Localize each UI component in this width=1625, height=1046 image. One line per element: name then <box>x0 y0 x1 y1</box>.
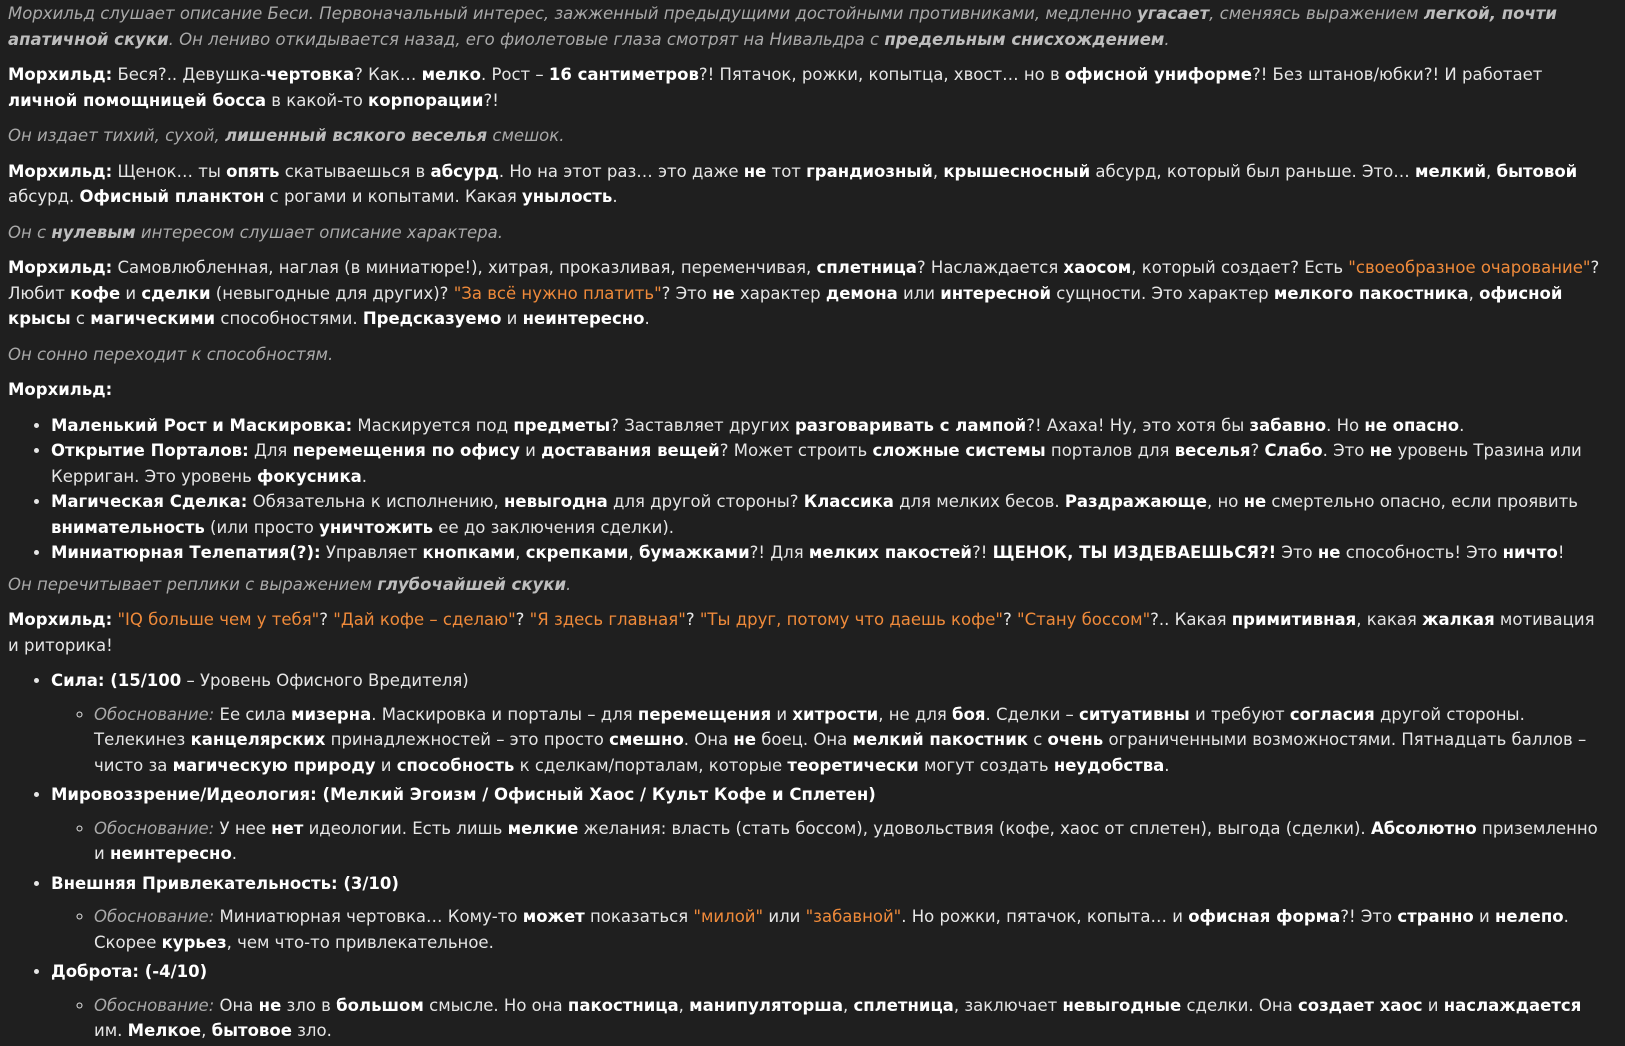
text-run: ? <box>515 610 530 629</box>
bold-text: Морхильд: <box>8 610 113 629</box>
bold-text: боя <box>952 704 986 724</box>
text-run: смешок. <box>487 126 565 145</box>
bold-text: предметы <box>513 415 611 435</box>
text-run: или <box>763 907 806 926</box>
quote-highlight: "IQ больше чем у тебя" <box>117 610 320 629</box>
bold-text: грандиозный <box>806 161 933 181</box>
text-run: им. <box>94 1021 128 1040</box>
text-run: , <box>201 1021 212 1040</box>
bold-text: пакостница <box>567 995 679 1015</box>
text-run: , <box>1468 283 1480 303</box>
text-run: . Маскировка и порталы – для <box>371 704 638 724</box>
bold-text: не <box>733 730 757 749</box>
bold-text: мелких пакостей <box>808 543 972 562</box>
text-run: . Но рожки, пятачок, копыта… и <box>901 907 1189 926</box>
text-run: , <box>842 995 854 1015</box>
text-run: ?! <box>971 543 993 562</box>
bold-text: Морхильд: <box>8 65 113 84</box>
text-run: . Она <box>683 730 734 749</box>
bold-text: нулевым <box>51 222 136 242</box>
bold-text: перемещения по офису <box>292 441 520 460</box>
text-run: , который создает? Есть <box>1131 258 1349 277</box>
text-run: ?! Ахаха! Ну, это хотя бы <box>1026 415 1250 435</box>
text-run: характер <box>734 283 826 303</box>
bold-text: неудобства <box>1053 755 1165 775</box>
justification-label: Обоснование: <box>94 818 215 838</box>
text-run: , чем что-то привлекательное. <box>226 932 494 952</box>
bold-text: унылость <box>522 187 613 206</box>
bold-text: фокусника <box>257 466 362 486</box>
bold-text: Морхильд: <box>8 258 113 277</box>
bold-text: теоретически <box>787 755 919 775</box>
bold-text: наслаждается <box>1443 995 1582 1015</box>
text-run: другой стороны. Телекинез <box>94 704 1525 749</box>
text-run: . Но <box>1326 415 1365 435</box>
text-run: . <box>1164 29 1170 49</box>
text-run: Он перечитывает реплики с выражением <box>8 574 378 594</box>
stats-list <box>8 668 1601 1044</box>
text-run: и <box>1473 907 1495 926</box>
bold-text: не <box>743 161 767 181</box>
justification-list <box>51 702 1601 779</box>
text-run: . Рост – <box>480 65 549 84</box>
text-run: Миниатюрная чертовка… Кому-то <box>214 907 523 926</box>
bold-text: не <box>1243 492 1267 511</box>
text-run: Маскируется под <box>352 415 514 435</box>
bold-text: веселья <box>1174 441 1251 460</box>
text-run: с <box>70 309 91 328</box>
text-run: ограниченными возможностями. Пятнадцать баллов – чисто за <box>94 730 1587 775</box>
stat-label: Мировоззрение/Идеология: (Мелкий Эгоизм / Офисный Хаос / Культ Кофе и Сплетен) <box>51 785 876 804</box>
bold-text: нелепо <box>1495 907 1564 926</box>
bold-text: неинтересно <box>109 844 232 863</box>
text-run: зло в <box>281 995 337 1015</box>
text-run: к сделкам/порталам, которые <box>514 755 788 775</box>
text-run: и требуют <box>1189 704 1290 724</box>
text-run: и <box>120 283 142 303</box>
text-run: , какая <box>1356 610 1423 629</box>
bold-text: магическими <box>90 309 216 328</box>
justification-item <box>94 702 1601 779</box>
text-run: Она <box>214 995 259 1015</box>
text-run: интересом слушает описание характера. <box>135 222 503 242</box>
text-run: , <box>932 161 944 181</box>
bold-text: ничто <box>1502 543 1558 562</box>
text-run: порталов для <box>1045 441 1175 460</box>
bold-text: Мелкое <box>127 1021 202 1040</box>
bold-text: невыгодные <box>1062 995 1182 1015</box>
bold-text: не опасно <box>1364 415 1460 435</box>
bold-text: корпорации <box>368 90 484 110</box>
bold-text: Классика <box>803 492 894 511</box>
text-run: , не для <box>878 704 953 724</box>
text-run: У нее <box>214 818 272 838</box>
text-run: ? <box>1250 441 1265 460</box>
justification-item <box>94 904 1601 955</box>
bold-text: интересной <box>940 283 1052 303</box>
text-run: (невыгодные для других)? <box>210 283 454 303</box>
text-run: зло. <box>291 1021 332 1040</box>
text-run: , но <box>1206 492 1244 511</box>
narration-paragraph <box>8 220 1601 246</box>
bold-text: Предсказуемо <box>362 309 502 328</box>
text-run: Ее сила <box>214 704 292 724</box>
bold-text: неинтересно <box>522 309 645 328</box>
bold-text: не <box>712 283 735 303</box>
bold-text: согласия <box>1289 704 1375 724</box>
bold-text: угасает <box>1136 4 1210 23</box>
text-run: . Скорее <box>94 907 1569 952</box>
text-run: . Но на этот раз… это даже <box>498 161 744 181</box>
stat-label: Внешняя Привлекательность: (3/10) <box>51 873 399 893</box>
justification-list <box>51 816 1601 867</box>
bold-text: Морхильд: <box>8 161 113 181</box>
list-item <box>51 489 1601 540</box>
text-run: абсурд, который был раньше. Это… <box>1090 161 1415 181</box>
justification-label: Обоснование: <box>94 995 215 1015</box>
bold-text: ситуативны <box>1079 704 1190 724</box>
bold-text: абсурд <box>430 161 499 181</box>
text-run: и <box>771 704 793 724</box>
bold-text: смешно <box>609 730 684 749</box>
text-run: ? Это <box>661 283 713 303</box>
bold-text: магическую природу <box>172 755 376 775</box>
text-run: желания: власть (стать боссом), удовольствия (кофе, хаос от сплетен), выгода (сделки). <box>578 818 1371 838</box>
text-run: с рогами и копытами. Какая <box>264 187 523 206</box>
bold-text: сплетница <box>816 258 917 277</box>
text-run: смертельно опасно, если проявить <box>1266 492 1578 511</box>
bold-text: глубочайшей скуки <box>377 574 567 594</box>
text-run: , <box>515 543 526 562</box>
bold-text: ЩЕНОК, ТЫ ИЗДЕВАЕШЬСЯ?! <box>992 543 1277 562</box>
speech-paragraph <box>8 607 1601 658</box>
bold-text: очень <box>1047 730 1104 749</box>
bold-text: жалкая <box>1422 610 1495 629</box>
bold-text: офисной униформе <box>1064 65 1252 84</box>
text-run: Это <box>1276 543 1318 562</box>
bold-text: легкой, почти апатичной скуки <box>8 4 1557 49</box>
narration-paragraph <box>8 572 1601 598</box>
text-run: . <box>1459 415 1465 435</box>
bold-text: лишенный всякого веселья <box>225 126 488 145</box>
text-run: с <box>1027 730 1048 749</box>
bold-text: уничтожить <box>319 517 434 537</box>
text-run: сделки. Она <box>1181 995 1298 1015</box>
text-run: и <box>1422 995 1444 1015</box>
bold-text: нет <box>271 818 304 838</box>
bold-text: бытовое <box>211 1021 292 1040</box>
text-run: . Это <box>1322 441 1370 460</box>
quote-highlight: "милой" <box>693 907 764 926</box>
bold-text: канцелярских <box>190 730 326 749</box>
justification-item <box>94 816 1601 867</box>
bold-text: мелкий пакостник <box>852 730 1028 749</box>
bold-text: Раздражающе <box>1064 492 1207 511</box>
list-item <box>51 540 1601 566</box>
text-run: ?.. Какая <box>1150 610 1232 629</box>
text-run: . Он лениво откидывается назад, его фиолетовые глаза смотрят на Нивальдра с <box>168 29 885 49</box>
text-run: ? Заставляет других <box>610 415 795 435</box>
quote-highlight: "Стану боссом" <box>1016 610 1151 629</box>
text-run: уровень Тразина или Керриган. Это уровень <box>51 441 1582 486</box>
text-run: (или просто <box>204 517 320 537</box>
bold-text: бытовой <box>1496 161 1578 181</box>
text-run: . <box>566 574 572 594</box>
stat-label: Сила: (15/100 <box>51 671 182 690</box>
text-run: могут создать <box>918 755 1054 775</box>
bold-text: 16 сантиметров <box>548 65 699 84</box>
bold-text: опять <box>226 161 280 181</box>
bold-text: хаосом <box>1063 258 1132 277</box>
justification-label: Обоснование: <box>94 907 215 926</box>
bold-text: кофе <box>70 283 121 303</box>
bold-text: скрепками <box>525 543 629 562</box>
bold-text: кнопками <box>422 543 516 562</box>
text-run: Он издает тихий, сухой, <box>8 126 225 145</box>
text-run: для мелких бесов. <box>893 492 1065 511</box>
text-run: или <box>897 283 941 303</box>
bold-text: внимательность <box>51 517 205 537</box>
list-item <box>51 413 1601 439</box>
justification-list <box>51 904 1601 955</box>
justification-item <box>94 993 1601 1044</box>
text-run: ?! Для <box>749 543 809 562</box>
text-run: Обязательна к исполнению, <box>247 492 505 511</box>
text-run: ? <box>1002 610 1017 629</box>
ability-list <box>8 413 1601 566</box>
bold-text: доставания вещей <box>541 441 720 460</box>
text-run: , <box>678 995 690 1015</box>
text-run: приземленно и <box>94 818 1598 863</box>
text-run: , <box>1486 161 1497 181</box>
quote-highlight: "забавной" <box>805 907 902 926</box>
bold-text: Абсолютно <box>1370 818 1477 838</box>
text-run: показаться <box>584 907 694 926</box>
bold-text: крышесносный <box>943 161 1091 181</box>
bold-text: Миниатюрная Телепатия(?): <box>51 543 321 562</box>
text-run: сущности. Это характер <box>1051 283 1274 303</box>
bold-text: Слабо <box>1264 441 1323 460</box>
bold-text: демона <box>825 283 898 303</box>
stat-item <box>51 959 1601 1044</box>
text-run: и <box>375 755 397 775</box>
text-run: ?! Это <box>1340 907 1398 926</box>
text-run: смысле. Но она <box>423 995 568 1015</box>
narration-paragraph <box>8 342 1601 368</box>
narration-paragraph <box>8 123 1601 149</box>
text-run: ? Любит <box>8 258 1600 303</box>
bold-text: не <box>1369 441 1393 460</box>
text-run: ?! Без штанов/юбки?! И работает <box>1251 65 1543 84</box>
bold-text: Магическая Сделка: <box>51 492 248 511</box>
text-run: . Сделки – <box>985 704 1080 724</box>
text-run: Щенок… ты <box>112 161 227 181</box>
text-run: . <box>612 187 618 206</box>
text-run: идеологии. Есть лишь <box>303 818 508 838</box>
stat-item <box>51 782 1601 867</box>
bold-text: сложные системы <box>872 441 1046 460</box>
bold-text: сплетница <box>853 995 954 1015</box>
quote-highlight: "За всё нужно платить" <box>453 283 662 303</box>
bold-text: чертовка <box>266 65 355 84</box>
text-run: ? <box>685 610 700 629</box>
bold-text: сделки <box>141 283 211 303</box>
text-run: Он сонно переходит к способностям. <box>8 344 334 364</box>
bold-text: хитрости <box>792 704 879 724</box>
text-run: в какой-то <box>266 90 369 110</box>
bold-text: мизерна <box>291 704 372 724</box>
bold-text: способность <box>396 755 515 775</box>
bold-text: разговаривать с лампой <box>794 415 1027 435</box>
text-run: . <box>231 844 238 863</box>
text-run: Для <box>248 441 293 460</box>
text-run: принадлежностей – это просто <box>325 730 610 749</box>
text-run: . <box>1164 755 1170 775</box>
bold-text: Маленький Рост и Маскировка: <box>51 415 353 435</box>
text-run: абсурд. <box>8 187 80 206</box>
text-run: Управляет <box>320 543 423 562</box>
text-run: для другой стороны? <box>607 492 804 511</box>
text-run: ? Как… <box>354 65 422 84</box>
text-run: скатываешься в <box>279 161 431 181</box>
bold-text: бумажками <box>638 543 750 562</box>
text-run: мотивация и риторика! <box>8 610 1595 655</box>
bold-text: примитивная <box>1231 610 1357 629</box>
bold-text: офисная форма <box>1188 907 1341 926</box>
bold-text: мелкого пакостника <box>1273 283 1469 303</box>
quote-highlight: "Ты друг, потому что даешь кофе" <box>699 610 1003 629</box>
bold-text: не <box>258 995 282 1015</box>
bold-text: манипуляторша <box>689 995 843 1015</box>
text-run: ? Наслаждается <box>916 258 1064 277</box>
text-run: , заключает <box>953 995 1063 1015</box>
text-run: ? Может строить <box>719 441 873 460</box>
bold-text: забавно <box>1249 415 1327 435</box>
bold-text: Офисный планктон <box>79 187 265 206</box>
text-run: ? <box>319 610 334 629</box>
text-run: ?! <box>483 90 499 110</box>
text-run: . <box>361 466 368 486</box>
text-run: . <box>644 309 650 328</box>
bold-text: мелкие <box>507 818 579 838</box>
bold-text: офисной крысы <box>8 283 1563 328</box>
text-run: Беся?.. Девушка- <box>112 65 267 84</box>
bold-text: большом <box>336 995 424 1015</box>
text-run: ?! Пятачок, рожки, копытца, хвост… но в <box>698 65 1065 84</box>
text-run: Он с <box>8 222 52 242</box>
bold-text: Открытие Порталов: <box>51 441 249 460</box>
bold-text: курьез <box>161 932 227 952</box>
text-run: и <box>501 309 523 328</box>
speech-paragraph <box>8 377 1601 403</box>
narration-paragraph <box>8 1 1601 52</box>
text-run: и <box>519 441 542 460</box>
text-run: Морхильд слушает описание Беси. Первоначальный интерес, зажженный предыдущими достойными противниками, медленно <box>8 4 1137 23</box>
bold-text: мелко <box>421 65 481 84</box>
bold-text: перемещения <box>637 704 772 724</box>
text-run: ! <box>1557 543 1565 562</box>
text-run: тот <box>766 161 807 181</box>
text-run: , <box>628 543 639 562</box>
stat-item <box>51 668 1601 778</box>
bold-text: Морхильд: <box>8 380 113 399</box>
list-item <box>51 438 1601 489</box>
bold-text: создает хаос <box>1297 995 1423 1015</box>
text-run: способность! Это <box>1340 543 1503 562</box>
text-run: , сменяясь выражением <box>1209 4 1424 23</box>
stat-suffix: – Уровень Офисного Вредителя) <box>181 671 469 690</box>
bold-text: может <box>522 907 585 926</box>
bold-text: не <box>1317 543 1341 562</box>
justification-list <box>51 993 1601 1044</box>
quote-highlight: "своеобразное очарование" <box>1348 258 1591 277</box>
bold-text: личной помощницей босса <box>8 90 267 110</box>
text-run: способностями. <box>215 309 363 328</box>
speech-paragraph <box>8 255 1601 332</box>
justification-label: Обоснование: <box>94 704 215 724</box>
bold-text: мелкий <box>1414 161 1487 181</box>
bold-text: невыгодна <box>504 492 608 511</box>
text-run: ее до заключения сделки). <box>433 517 675 537</box>
speech-paragraph <box>8 62 1601 113</box>
quote-highlight: "Я здесь главная" <box>529 610 686 629</box>
text-run: боец. Она <box>756 730 853 749</box>
stat-item <box>51 871 1601 956</box>
speech-paragraph <box>8 159 1601 210</box>
text-run: Самовлюбленная, наглая (в миниатюре!), хитрая, проказливая, переменчивая, <box>112 258 817 277</box>
quote-highlight: "Дай кофе – сделаю" <box>333 610 516 629</box>
bold-text: странно <box>1397 907 1474 926</box>
bold-text: предельным снисхождением <box>884 29 1165 49</box>
stat-label: Доброта: (-4/10) <box>51 962 208 981</box>
